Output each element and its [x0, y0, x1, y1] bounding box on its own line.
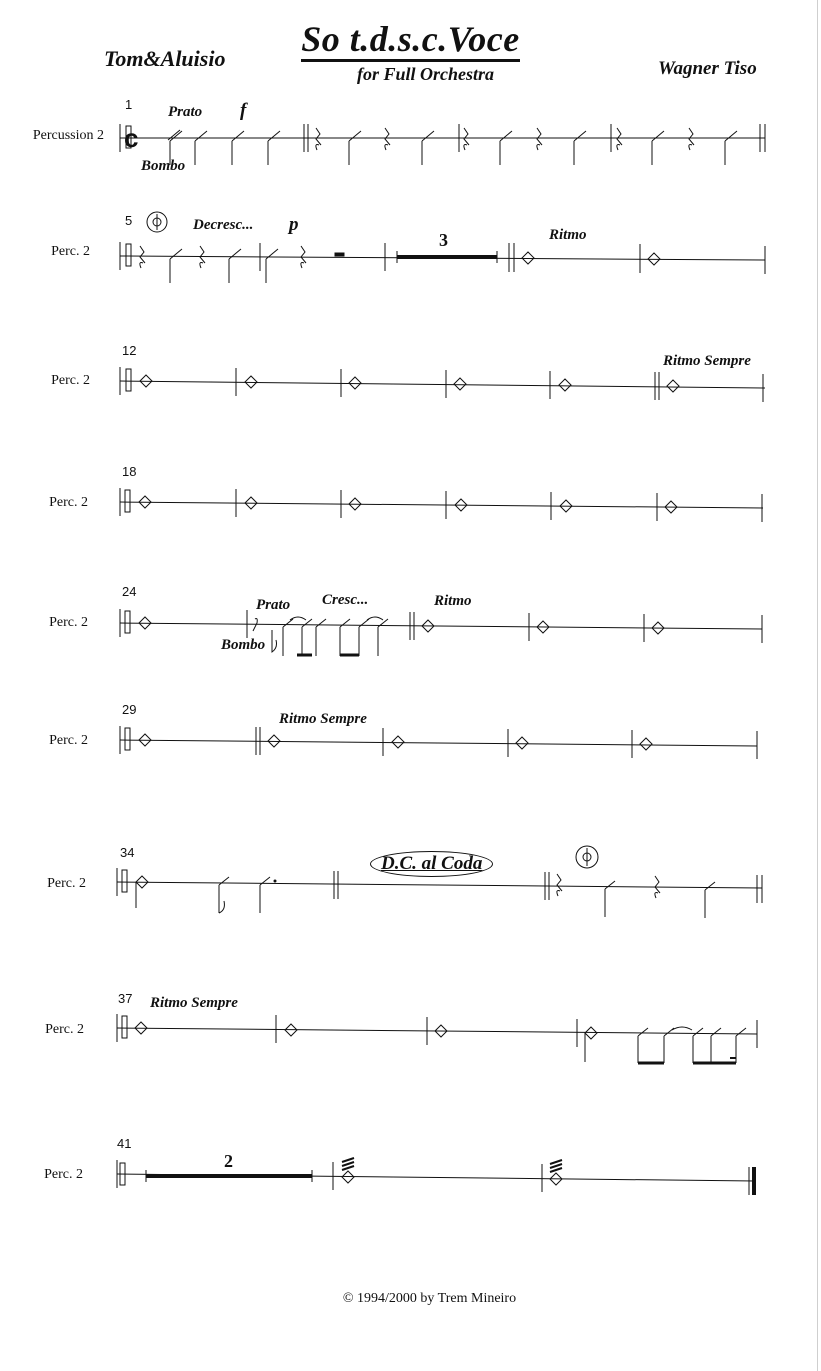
- quarter-rest-icon: [316, 128, 321, 150]
- direction-ritmo-sempre: Ritmo Sempre: [150, 995, 238, 1011]
- dc-al-coda-marking: D.C. al Coda: [370, 851, 493, 877]
- lyricist: Tom&Aluisio: [104, 46, 226, 71]
- direction-bombo: Bombo: [141, 158, 186, 174]
- instrument-label: Perc. 2: [47, 876, 86, 891]
- direction-ritmo-sempre: Ritmo Sempre: [663, 353, 751, 369]
- instrument-label: Perc. 2: [49, 733, 88, 748]
- dynamic-forte: f: [240, 100, 247, 121]
- percussion-clef-icon: [126, 126, 131, 148]
- tremolo-icon: [342, 1158, 354, 1162]
- instrument-label: Perc. 2: [51, 244, 90, 259]
- direction-decresc: Decresc...: [193, 217, 254, 233]
- direction-ritmo: Ritmo: [434, 593, 472, 609]
- piece-title: So t.d.s.c.Voce: [0, 18, 821, 60]
- dynamic-piano: p: [289, 214, 299, 235]
- instrument-label: Perc. 2: [49, 495, 88, 510]
- quarter-rest-icon: [464, 128, 469, 150]
- direction-bombo: Bombo: [221, 637, 266, 653]
- direction-ritmo: Ritmo: [549, 227, 587, 243]
- measure-number: 41: [117, 1136, 132, 1151]
- composer: Wagner Tiso: [658, 58, 757, 79]
- quarter-rest-icon: [689, 128, 694, 150]
- instrument-label: Perc. 2: [51, 373, 90, 388]
- measure-number: 34: [120, 845, 135, 860]
- piece-subtitle: for Full Orchestra: [356, 64, 495, 84]
- measure-number: 37: [118, 991, 133, 1006]
- direction-ritmo-sempre: Ritmo Sempre: [279, 711, 367, 727]
- multirest-count: 3: [439, 230, 448, 250]
- measure-number: 12: [122, 343, 137, 358]
- measure-number: 1: [125, 97, 133, 112]
- direction-cresc: Cresc...: [322, 592, 369, 608]
- measure-number: 18: [122, 464, 137, 479]
- quarter-rest-icon: [537, 128, 542, 150]
- eighth-flag-icon: [272, 630, 277, 652]
- direction-prato: Prato: [256, 597, 291, 613]
- measure-number: 29: [122, 702, 137, 717]
- common-time-symbol: c: [124, 123, 139, 153]
- measure-number: 5: [125, 213, 133, 228]
- quarter-rest-icon: [617, 128, 622, 150]
- measure-number: 24: [122, 584, 137, 599]
- multirest-count: 2: [224, 1151, 233, 1171]
- instrument-label: Percussion 2: [32, 128, 104, 143]
- direction-prato: Prato: [168, 104, 203, 120]
- instrument-label: Perc. 2: [49, 615, 88, 630]
- copyright-notice: © 1994/2000 by Trem Mineiro: [342, 1291, 517, 1306]
- instrument-label: Perc. 2: [44, 1167, 83, 1182]
- diamond-notehead: [522, 252, 534, 264]
- quarter-rest-icon: [385, 128, 390, 150]
- instrument-label: Perc. 2: [45, 1022, 84, 1037]
